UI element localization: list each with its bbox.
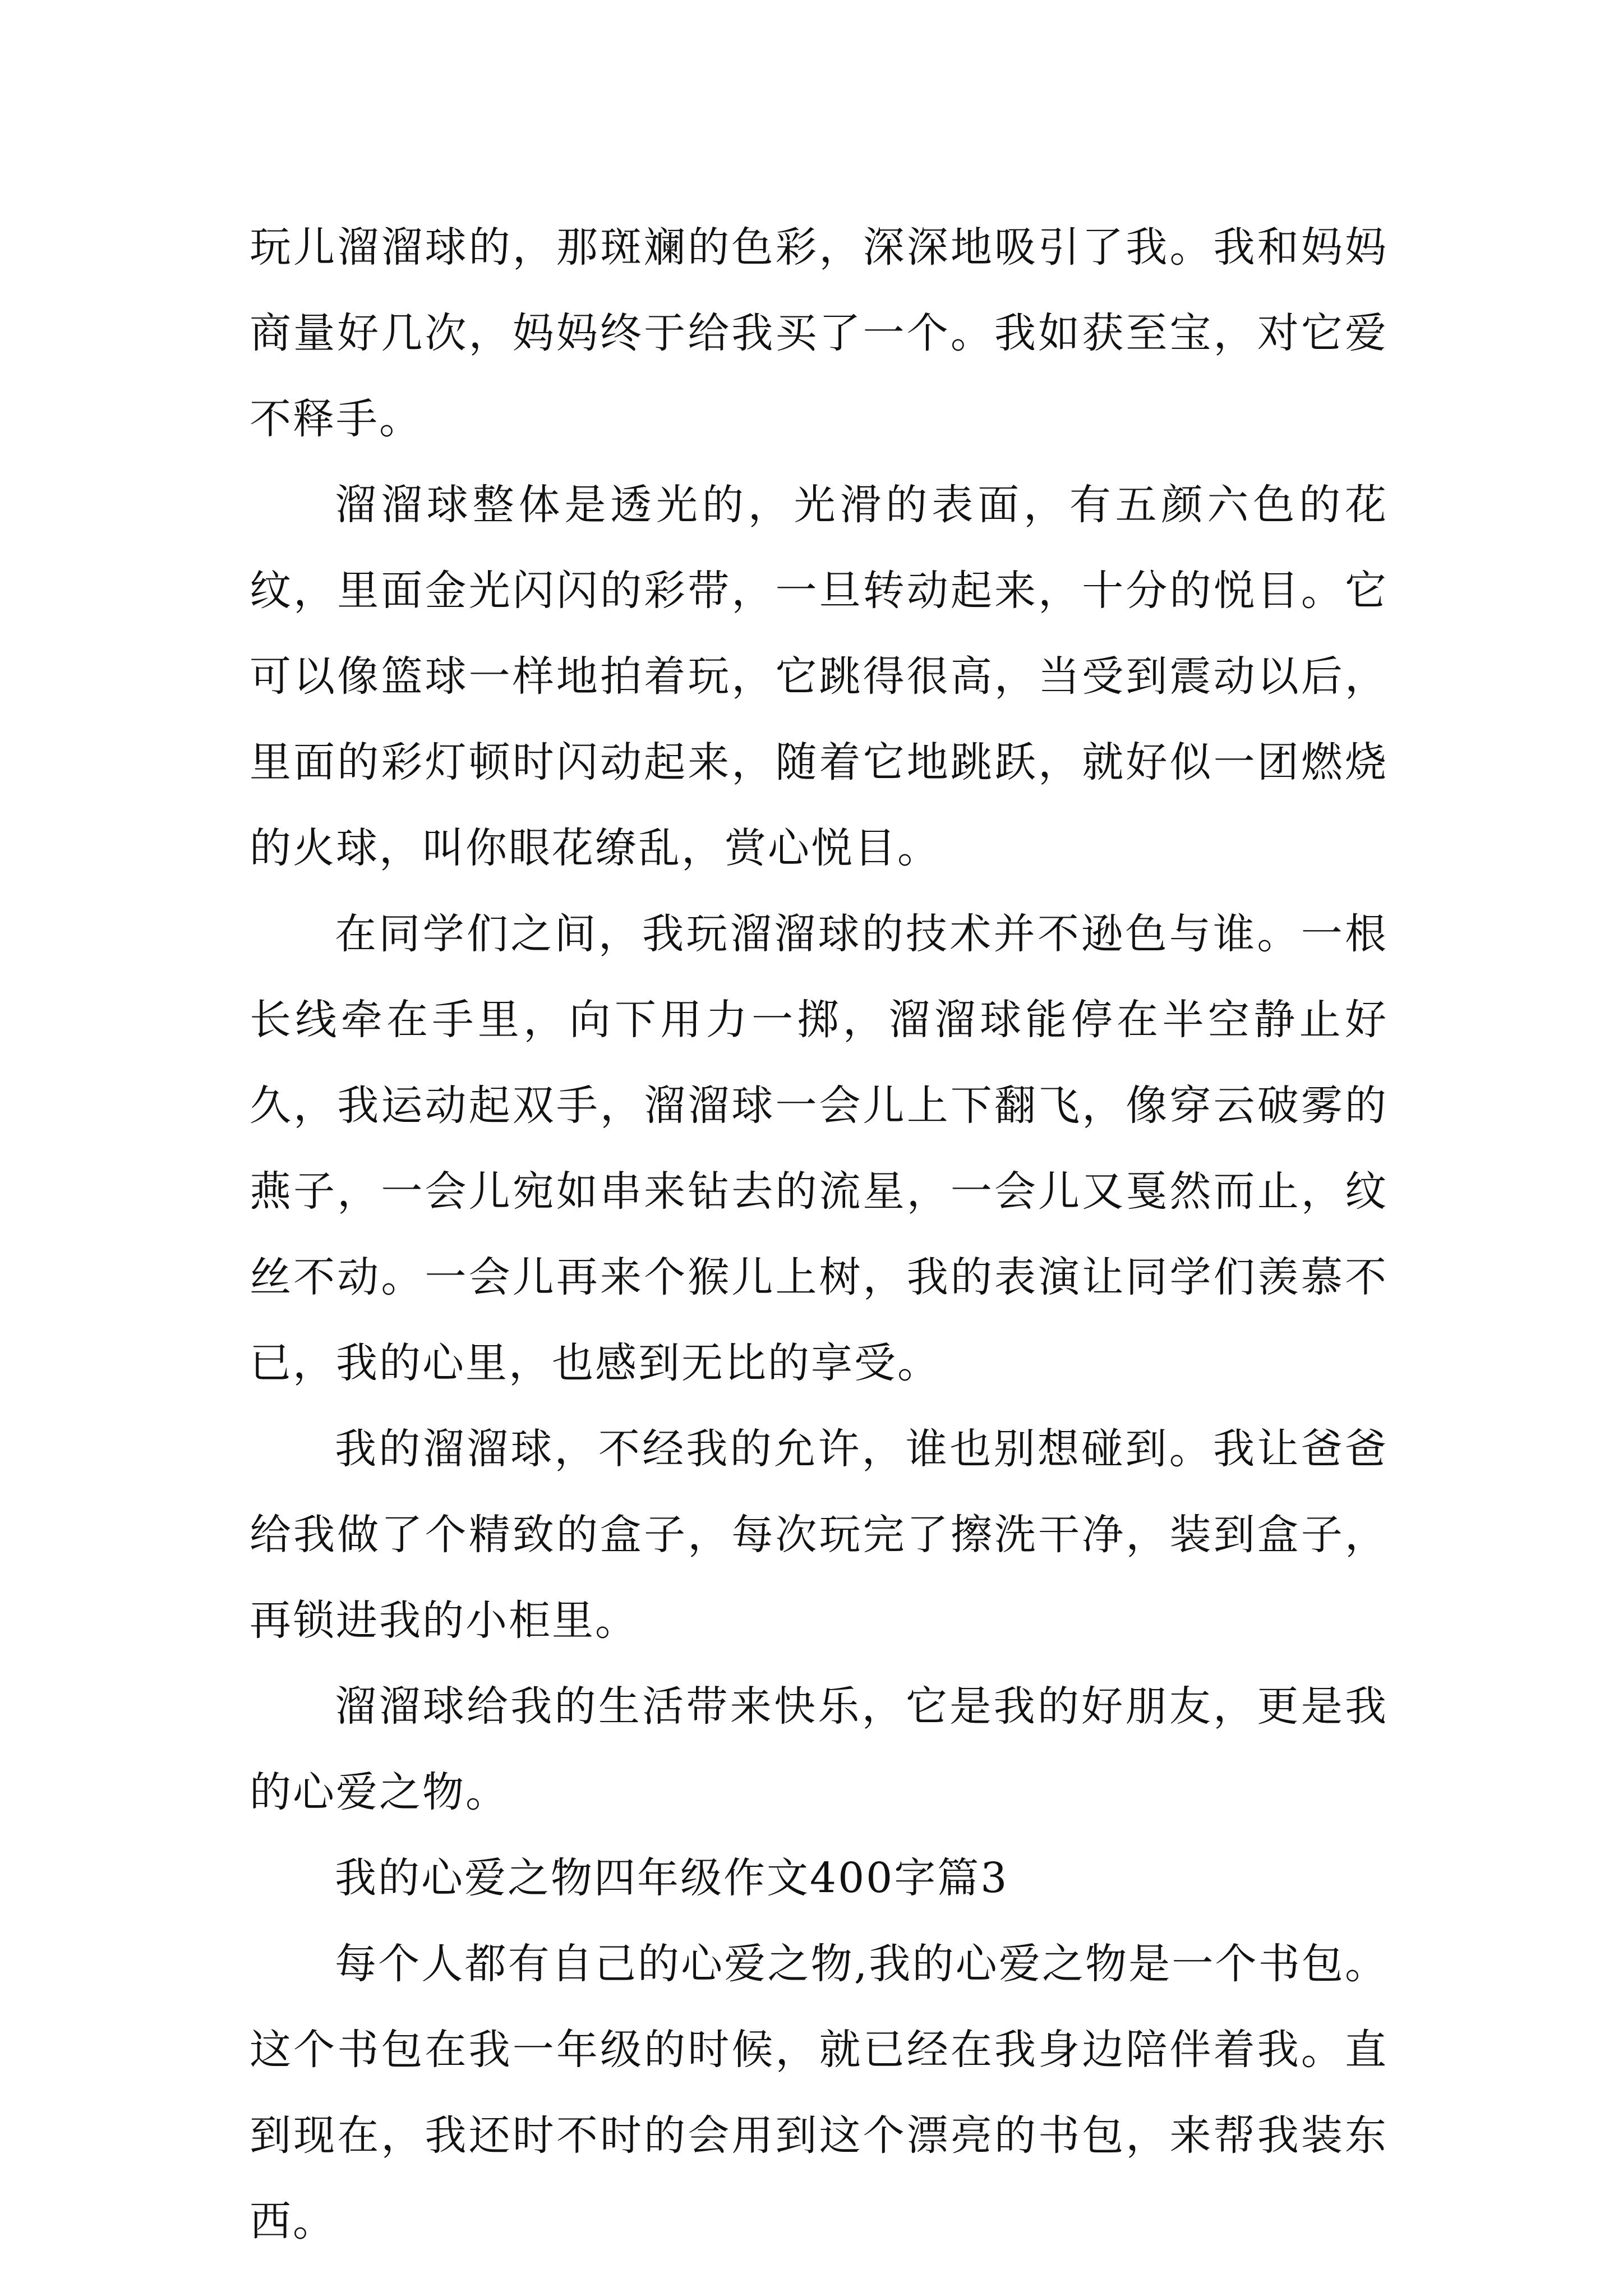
paragraph-yoyo-conclusion: 溜溜球给我的生活带来快乐，它是我的好朋友，更是我的心爱之物。 [250, 1682, 1388, 1816]
article-body [250, 205, 1388, 2265]
section-heading: 我的心爱之物四年级作文400字篇3 [335, 1854, 1009, 1902]
paragraph-schoolbag-intro: 每个人都有自己的心爱之物,我的心爱之物是一个书包。这个书包在我一年级的时候，就已经在我身边陪伴着我。直到现在，我还时不时的会用到这个漂亮的书包，来帮我装东西。 [250, 1940, 1388, 2246]
paragraph-yoyo-care: 我的溜溜球，不经我的允许，谁也别想碰到。我让爸爸给我做了个精致的盒子，每次玩完了擦洗干净，装到盒子，再锁进我的小柜里。 [250, 1425, 1388, 1645]
paragraph-continuation: 玩儿溜溜球的，那斑斓的色彩，深深地吸引了我。我和妈妈商量好几次，妈妈终于给我买了一个。我如获至宝，对它爱不释手。 [250, 223, 1388, 443]
paragraph-yoyo-appearance: 溜溜球整体是透光的，光滑的表面，有五颜六色的花纹，里面金光闪闪的彩带，一旦转动起来，十分的悦目。它可以像篮球一样地拍着玩，它跳得很高，当受到震动以后，里面的彩灯顿时闪动起来，随着它地跳跃，就好似一团燃烧的火球，叫你眼花缭乱，赏心悦目。 [250, 481, 1388, 872]
paragraph-yoyo-skills: 在同学们之间，我玩溜溜球的技术并不逊色与谁。一根长线牵在手里，向下用力一掷，溜溜球能停在半空静止好久，我运动起双手，溜溜球一会儿上下翻飞，像穿云破雾的燕子，一会儿宛如串来钻去的流星，一会儿又戛然而止，纹丝不动。一会儿再来个猴儿上树，我的表演让同学们羡慕不已，我的心里，也感到无比的享受。 [250, 910, 1388, 1387]
